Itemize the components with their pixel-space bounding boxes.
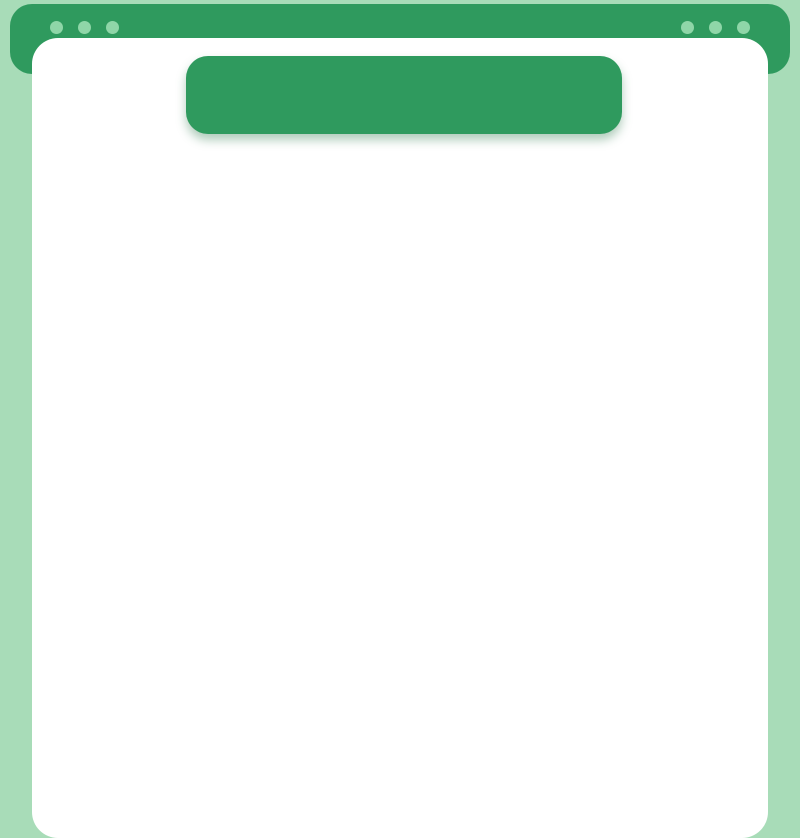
body-paragraph bbox=[58, 152, 742, 802]
frame-dot-icon bbox=[681, 21, 694, 34]
frame-dot-icon bbox=[737, 21, 750, 34]
frame-dot-icon bbox=[709, 21, 722, 34]
frame-dot-icon bbox=[50, 21, 63, 34]
frame-dot-icon bbox=[78, 21, 91, 34]
section-heading bbox=[186, 56, 622, 134]
frame-dot-icon bbox=[106, 21, 119, 34]
